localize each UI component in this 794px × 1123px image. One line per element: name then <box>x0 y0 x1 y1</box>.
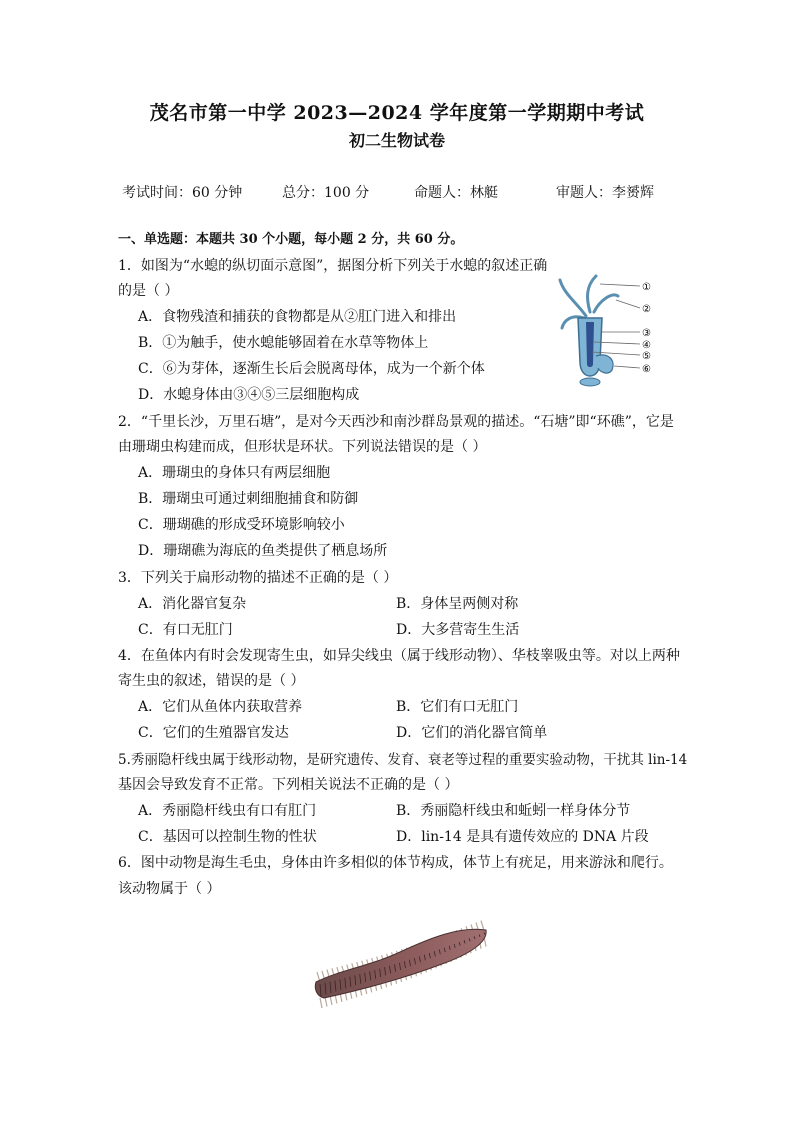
question-6-stem: 6．图中动物是海生毛虫，身体由许多相似的体节构成，体节上有疣足，用来游泳和爬行。 <box>118 855 673 871</box>
question-6-stem-cont: 该动物属于（ ） <box>118 881 221 897</box>
question-5-option-d: D．lin-14 是具有遗传效应的 DNA 片段 <box>396 829 649 845</box>
question-3-option-c: C．有口无肛门 <box>138 622 233 638</box>
exam-time: 考试时间：60 分钟 <box>122 185 243 201</box>
exam-title: 茂名市第一中学 2023—2024 学年度第一学期期中考试 <box>149 102 645 124</box>
question-4-option-c: C．它们的生殖器官发达 <box>138 725 289 741</box>
hydra-label-5: ⑤ <box>642 351 651 362</box>
exam-subtitle: 初二生物试卷 <box>348 131 445 150</box>
question-3-option-d: D．大多营寄生生活 <box>396 622 520 638</box>
section-heading: 一、单选题：本题共 30 个小题，每小题 2 分，共 60 分。 <box>118 232 464 247</box>
question-2-stem: 2．“千里长沙，万里石塘”，是对今天西沙和南沙群岛景观的描述。“石塘”即“环礁”，它是 <box>118 414 674 430</box>
question-4-option-d: D．它们的消化器官简单 <box>396 725 548 741</box>
question-3-option-a: A．消化器官复杂 <box>138 596 247 612</box>
question-4-stem-cont: 寄生虫的叙述，错误的是（ ） <box>118 673 305 689</box>
hydra-diagram <box>556 272 676 390</box>
question-2-option-b: B．珊瑚虫可通过刺细胞捕食和防御 <box>138 491 359 507</box>
reviewer: 审题人：李赟辉 <box>556 185 654 201</box>
hydra-label-6: ⑥ <box>642 364 651 375</box>
question-5-option-a: A．秀丽隐杆线虫有口有肛门 <box>138 803 317 819</box>
question-3-option-b: B．身体呈两侧对称 <box>396 596 519 612</box>
question-5-option-c: C．基因可以控制生物的性状 <box>138 829 317 845</box>
question-2-option-d: D．珊瑚礁为海底的鱼类提供了栖息场所 <box>138 543 388 559</box>
question-1-stem: 1．如图为“水螅的纵切面示意图”，据图分析下列关于水螅的叙述正确 <box>118 258 548 274</box>
hydra-label-1: ① <box>642 282 651 293</box>
question-4-option-b: B．它们有口无肛门 <box>396 699 519 715</box>
hydra-label-4: ④ <box>642 340 651 351</box>
total-score: 总分：100 分 <box>282 185 370 201</box>
question-1-stem-cont: 的是（ ） <box>118 283 179 299</box>
question-4-stem: 4．在鱼体内有时会发现寄生虫，如异尖线虫（属于线形动物）、华枝睾吸虫等。对以上两种 <box>118 648 680 664</box>
setter: 命题人：林艇 <box>414 185 498 201</box>
sea-worm-image <box>310 912 492 1010</box>
question-5-stem-cont: 基因会导致发育不正常。下列相关说法不正确的是（ ） <box>118 777 459 793</box>
question-1-option-c: C．⑥为芽体，逐渐生长后会脱离母体，成为一个新个体 <box>138 361 485 377</box>
hydra-label-3: ③ <box>642 328 651 339</box>
question-5-stem: 5.秀丽隐杆线虫属于线形动物，是研究遗传、发育、衰老等过程的重要实验动物，干扰其 lin-14 <box>118 752 688 768</box>
question-2-option-c: C．珊瑚礁的形成受环境影响较小 <box>138 517 345 533</box>
question-1-option-a: A．食物残渣和捕获的食物都是从②肛门进入和排出 <box>138 309 457 325</box>
question-1-option-d: D．水螅身体由③④⑤三层细胞构成 <box>138 387 360 403</box>
question-2-option-a: A．珊瑚虫的身体只有两层细胞 <box>138 465 331 481</box>
question-5-option-b: B．秀丽隐杆线虫和蚯蚓一样身体分节 <box>396 803 631 819</box>
question-4-option-a: A．它们从鱼体内获取营养 <box>138 699 303 715</box>
question-2-stem-cont: 由珊瑚虫构建而成，但形状是环状。下列说法错误的是（ ） <box>118 439 487 455</box>
hydra-label-2: ② <box>642 304 651 315</box>
question-3-stem: 3．下列关于扁形动物的描述不正确的是（ ） <box>118 570 398 586</box>
question-1-option-b: B．①为触手，使水螅能够固着在水草等物体上 <box>138 335 429 351</box>
